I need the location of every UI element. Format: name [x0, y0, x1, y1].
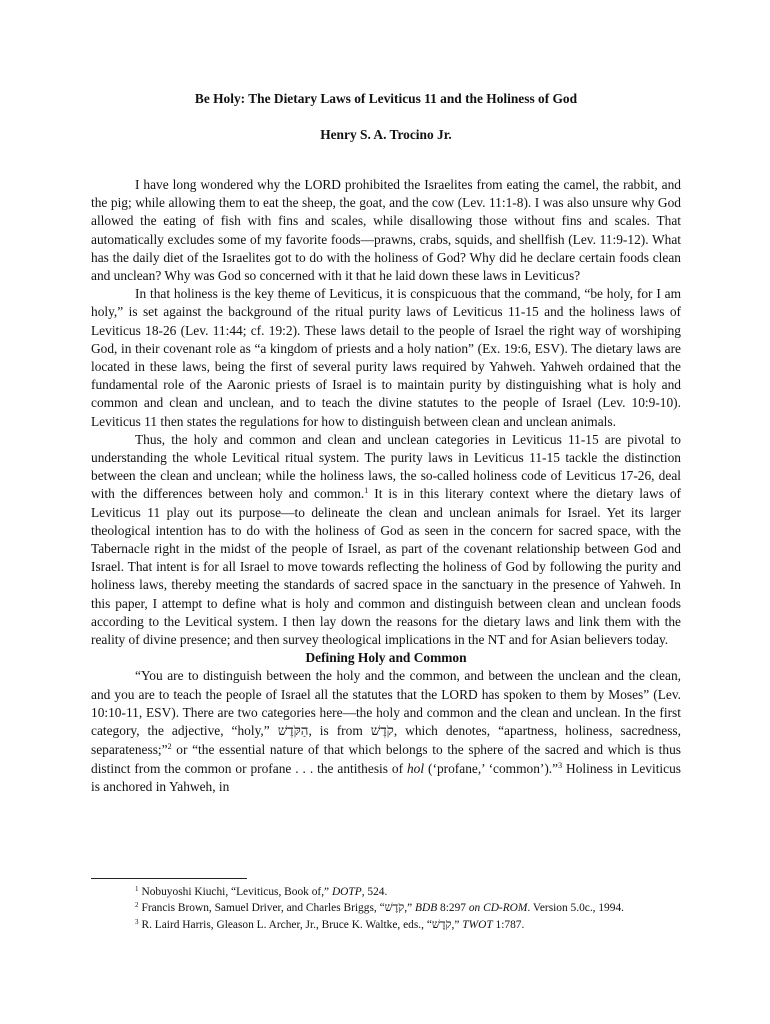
footnote-number: 2 [135, 901, 139, 910]
footnote-text: . Version 5.0c., 1994. [527, 902, 624, 915]
paragraph-4 [91, 667, 681, 795]
body-text [91, 176, 681, 796]
footnote-italic: on CD-ROM [468, 902, 528, 915]
footnote-ref-3[interactable]: 3 [558, 760, 563, 770]
paragraph-1: I have long wondered why the LORD prohibited the Israelites from eating the camel, the rabbit, and the pig; while allowing them to eat the sheep, the goat, and the cow (Lev. 11:1-8). I was also unsure why God allowed the eating of fish with fins and scales, while disallowing those without fins and scales. That automatically excludes some of my favorite foods—prawns, crabs, squids, and shellfish (Lev. 11:9-12). What has the daily diet of the Israelites got to do with the holiness of God? Why did he declare certain foods clean and unclean? Why was God so concerned with it that he laid down these laws in Leviticus? [91, 177, 681, 284]
section-heading: Defining Holy and Common [305, 650, 467, 666]
paper-title: Be Holy: The Dietary Laws of Leviticus 11 and the Holiness of God [194, 91, 578, 106]
paper-author: Henry S. A. Trocino Jr. [320, 127, 452, 142]
paragraph-4-text-d: or “the essential nature of that which belongs to the sphere of the sacred and which is thus distinct from the common or profane . . . the antithesis of [91, 742, 681, 776]
footnote-ref-2[interactable]: 2 [167, 742, 172, 752]
footnote-text: Nobuyoshi Kiuchi, “Leviticus, Book of,” [141, 886, 332, 898]
paragraph-4-text-f: Holiness in Leviticus is anchored in Yahweh, in [91, 760, 681, 794]
paragraph-4-text-a: “You are to distinguish between the holy and the common, and between the unclean and the clean, and you are to teach the people of Israel all the statutes that the LORD has spoken to them by Moses” (Lev. 10:10-11, ESV). There are two categories here—the holy and common and the clean and unclean. In the first category, the adjective, “holy,” [91, 668, 681, 739]
footnote-ref-1[interactable]: 1 [364, 486, 369, 496]
footnote-3 [91, 917, 681, 933]
footnote-text: ,” [451, 918, 463, 931]
footnote-text: 8:297 [437, 902, 469, 915]
footnote-italic: BDB [415, 902, 438, 915]
paragraph-3-text-b: It is in this literary context where the dietary laws of Leviticus 11 play out its purpose—to delineate the clean and unclean animals for Israel. Yet its larger theological intention has to do with the holiness of God as seen in the concern for sacred space, with the Tabernacle right in the midst of the people of Israel, as part of the covenant relationship between God and Israel. That intent is for all Israel to move towards reflecting the holiness of God by following the purity and holiness laws, thereby meeting the standards of sacred space in the sanctuary in the presence of Yahweh. In this paper, I attempt to define what is holy and common and distinguish between clean and unclean foods according to the Levitical system. I then lay down the reasons for the dietary laws and link them with the reality of divine presence; and then survey theological implications in the NT and for Asian believers today. [91, 486, 681, 648]
footnote-text: Francis Brown, Samuel Driver, and Charles Briggs, “ [141, 902, 385, 915]
paragraph-4-text-b: , is from [308, 723, 371, 739]
hebrew-word-haqqodesh: הַקֹּדֶשׁ [277, 724, 309, 740]
footnote-text: 1:787. [492, 918, 525, 931]
paragraph-2: In that holiness is the key theme of Leviticus, it is conspicuous that the command, “be holy, for I am holy,” is set against the background of the ritual purity laws of Leviticus 11-15 and the holiness laws of Leviticus 18-26 (Lev. 11:44; cf. 19:2). These laws detail to the people of Israel the right way of worshiping God, in their covenant role as “a kingdom of priests and a holy nation” (Ex. 19:6, ESV). The dietary laws are located in these laws, being the first of several purity laws required by Yahweh. Yahweh ordained that the fundamental role of the Aaronic priests of Israel is to maintain purity by distinguishing what is holy and common and clean and unclean, and to teach the divine statutes to the people of Israel (Lev. 10:9-10). Leviticus 11 then states the regulations for how to distinguish between clean and unclean animals. [91, 286, 681, 429]
footnote-hebrew: קֹדֶשׁ [431, 916, 452, 931]
footnotes [91, 878, 681, 933]
document-page [91, 90, 681, 796]
footnote-2 [91, 900, 681, 916]
hebrew-word-qodesh: קֹדֶשׁ [370, 724, 394, 740]
footnote-number: 3 [135, 917, 139, 926]
paragraph-4-text-c: , which denotes, “apartness, holiness, sacredness, separateness;” [91, 723, 681, 758]
paragraph-3-text-a: Thus, the holy and common and clean and unclean categories in Leviticus 11-15 are pivotal to understanding the whole Levitical ritual system. The purity laws in Leviticus 11-15 tackle the distinction between the clean and unclean; while the holiness laws, the so-called holiness code of Leviticus 17-26, deal with the differences between holy and common. [91, 431, 681, 502]
footnote-italic: TWOT [462, 918, 493, 931]
footnote-divider [91, 878, 247, 879]
footnote-1 [91, 885, 681, 900]
footnote-text: R. Laird Harris, Gleason L. Archer, Jr., Bruce K. Waltke, eds., “ [141, 918, 432, 931]
footnote-hebrew: קֹדֶשׁ [384, 900, 405, 915]
paragraph-4-text-e: (‘profane,’ ‘common’).” [424, 760, 559, 776]
footnote-text: ,” [404, 902, 416, 915]
italic-term-hol: hol [406, 760, 425, 776]
paragraph-3 [91, 431, 681, 649]
footnote-number: 1 [135, 885, 139, 893]
footnote-italic: DOTP [331, 886, 362, 898]
footnote-text: , 524. [361, 886, 388, 898]
